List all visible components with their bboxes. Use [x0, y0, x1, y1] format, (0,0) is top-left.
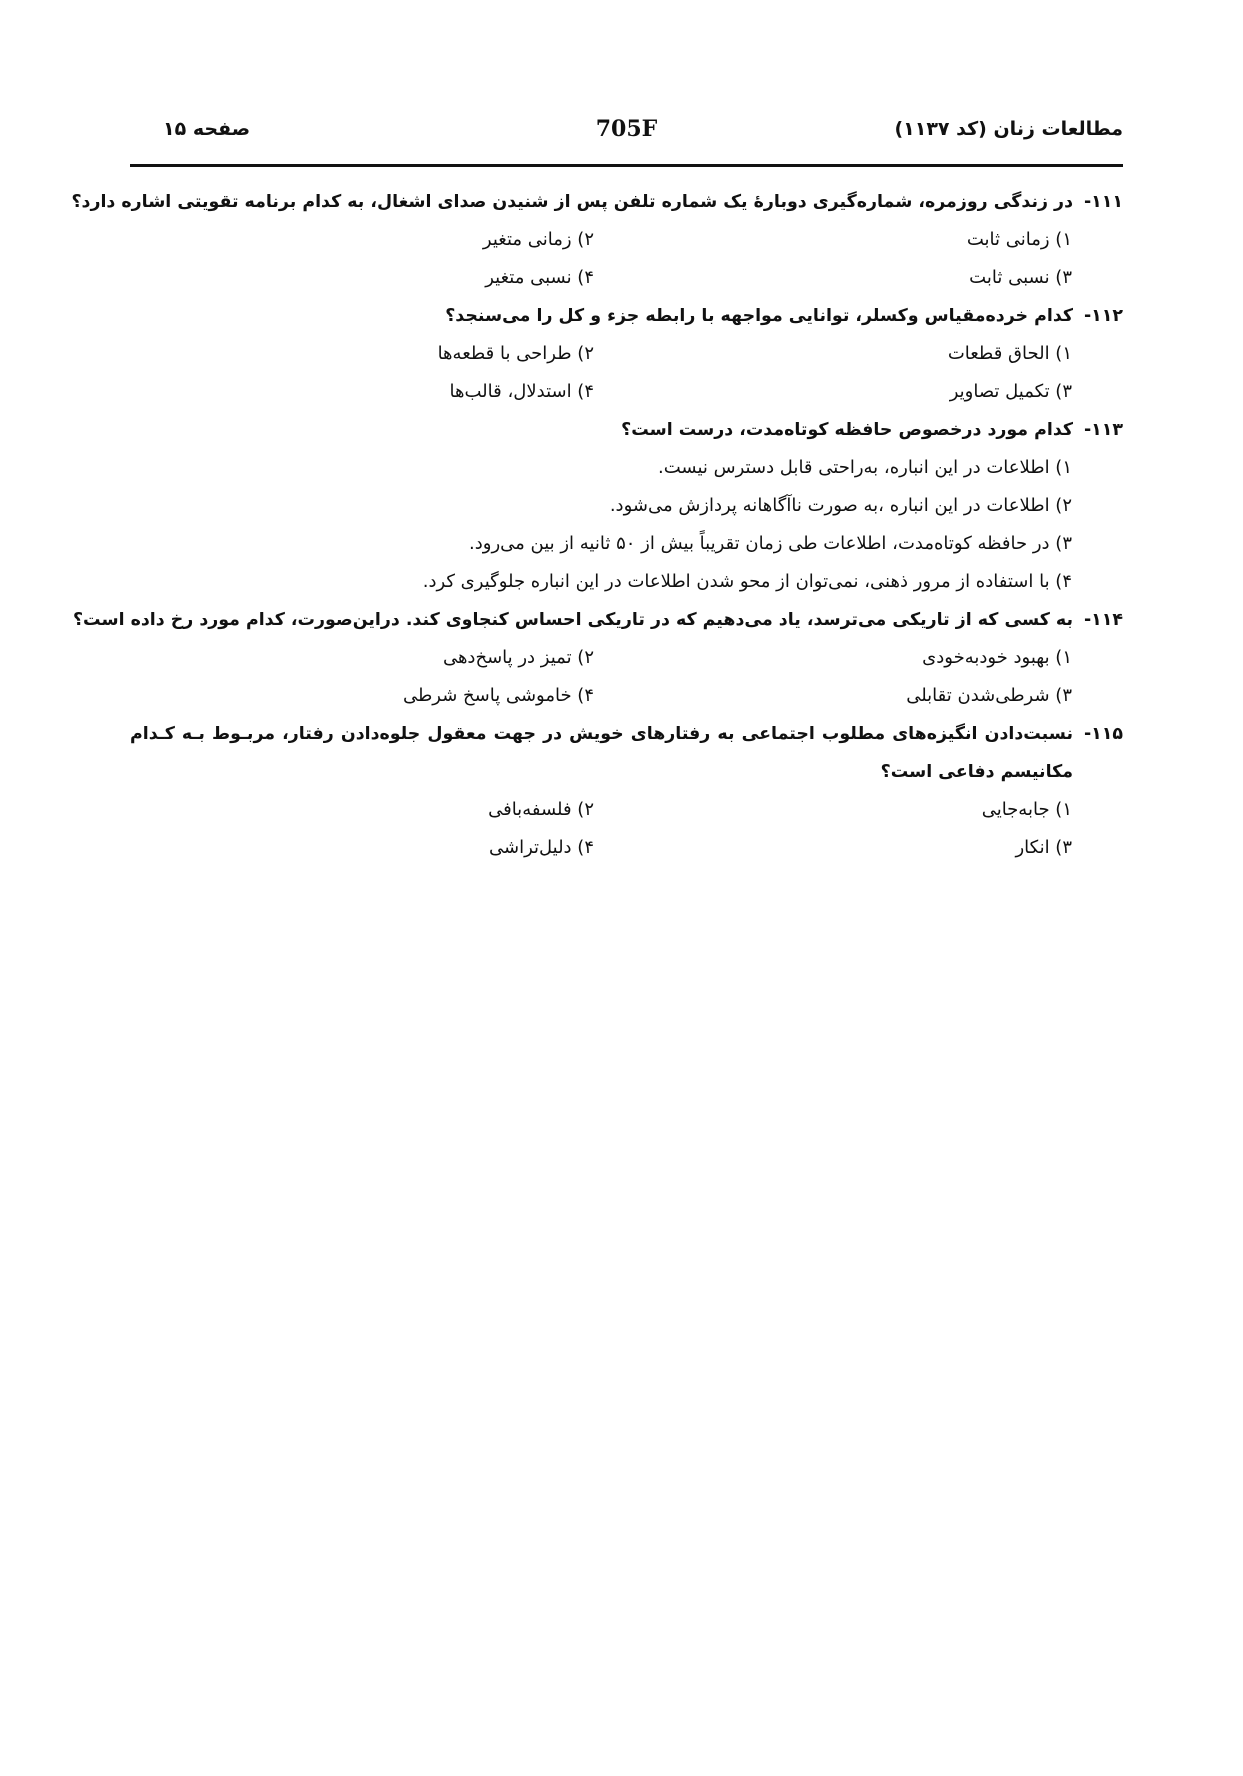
options-grid — [130, 221, 1123, 297]
question-112 — [130, 297, 1123, 411]
option-1: ۱) جابه‌جایی — [981, 799, 1072, 820]
question-number: ۱۱۵- — [1083, 724, 1123, 744]
page-number: صفحه ۱۵ — [163, 118, 251, 140]
option-3: ۳) در حافظه کوتاه‌مدت، اطلاعات طی زمان تقریباً بیش از ۵۰ ثانیه از بین می‌رود. — [469, 533, 1072, 554]
question-111 — [71, 183, 1123, 297]
option-4: ۴) نسبی متغیر — [485, 267, 594, 288]
question-stem — [130, 297, 1123, 335]
question-stem — [130, 411, 1123, 449]
exam-page — [71, 0, 1123, 1776]
option-4: ۴) استدلال، قالب‌ها — [449, 381, 594, 402]
booklet-code: 705F — [595, 116, 658, 142]
course-title: مطالعات زنان (کد ۱۱۳۷) — [894, 118, 1123, 140]
option-4: ۴) خاموشی پاسخ شرطی — [402, 685, 594, 706]
question-text: کدام خرده‌مقیاس وکسلر، توانایی مواجهه با رابطه جزء و کل را می‌سنجد؟ — [445, 306, 1073, 326]
question-number: ۱۱۳- — [1083, 420, 1123, 440]
options-list — [130, 449, 1123, 601]
question-text: کدام مورد درخصوص حافظه کوتاه‌مدت، درست است؟ — [621, 420, 1073, 440]
question-text: در زندگی روزمره، شماره‌گیری دوبارهٔ یک شماره تلفن پس از شنیدن صدای اشغال، به کدام برنامه تقویتی اشاره دارد؟ — [71, 192, 1073, 212]
option-1: ۱) بهبود خودبه‌خودی — [922, 647, 1072, 668]
option-2: ۲) فلسفه‌بافی — [488, 799, 594, 820]
options-grid — [130, 639, 1123, 715]
question-115 — [130, 715, 1123, 867]
option-2: ۲) طراحی با قطعه‌ها — [437, 343, 594, 364]
options-grid — [130, 335, 1123, 411]
option-4: ۴) دلیل‌تراشی — [488, 837, 594, 858]
option-2: ۲) زمانی متغیر — [482, 229, 594, 250]
question-number: ۱۱۲- — [1083, 306, 1123, 326]
option-1: ۱) زمانی ثابت — [966, 229, 1072, 250]
options-grid — [130, 791, 1123, 867]
option-1: ۱) اطلاعات در این انباره، به‌راحتی قابل دسترس نیست. — [658, 457, 1072, 478]
question-number: ۱۱۱- — [1083, 192, 1123, 212]
option-2: ۲) اطلاعات در این انباره ،به صورت ناآگاهانه پردازش می‌شود. — [609, 495, 1072, 516]
question-113 — [130, 411, 1123, 601]
question-text: به کسی که از تاریکی می‌ترسد، یاد می‌دهیم که در تاریکی احساس کنجاوی کند. دراین‌صورت، کدام مورد رخ داده است؟ — [72, 610, 1073, 630]
question-text: نسبت‌دادن انگیزه‌های مطلوب اجتماعی به رفتارهای خویش در جهت معقول جلوه‌دادن رفتار، مربـوط بـه کـدام مکانیسم دفاعی است؟ — [130, 724, 1073, 782]
option-1: ۱) الحاق قطعات — [947, 343, 1072, 364]
question-stem — [72, 601, 1123, 639]
option-3: ۳) تکمیل تصاویر — [949, 381, 1072, 402]
option-4: ۴) با استفاده از مرور ذهنی، نمی‌توان از محو شدن اطلاعات در این انباره جلوگیری کرد. — [422, 571, 1072, 592]
header-divider — [130, 164, 1123, 167]
question-list — [71, 183, 1123, 867]
question-stem — [71, 183, 1123, 221]
option-3: ۳) نسبی ثابت — [969, 267, 1072, 288]
option-2: ۲) تمیز در پاسخ‌دهی — [442, 647, 594, 668]
option-3: ۳) شرطی‌شدن تقابلی — [906, 685, 1072, 706]
page-header — [130, 110, 1123, 150]
option-3: ۳) انکار — [1015, 837, 1072, 858]
question-number: ۱۱۴- — [1083, 610, 1123, 630]
question-stem — [130, 715, 1123, 791]
question-114 — [72, 601, 1123, 715]
